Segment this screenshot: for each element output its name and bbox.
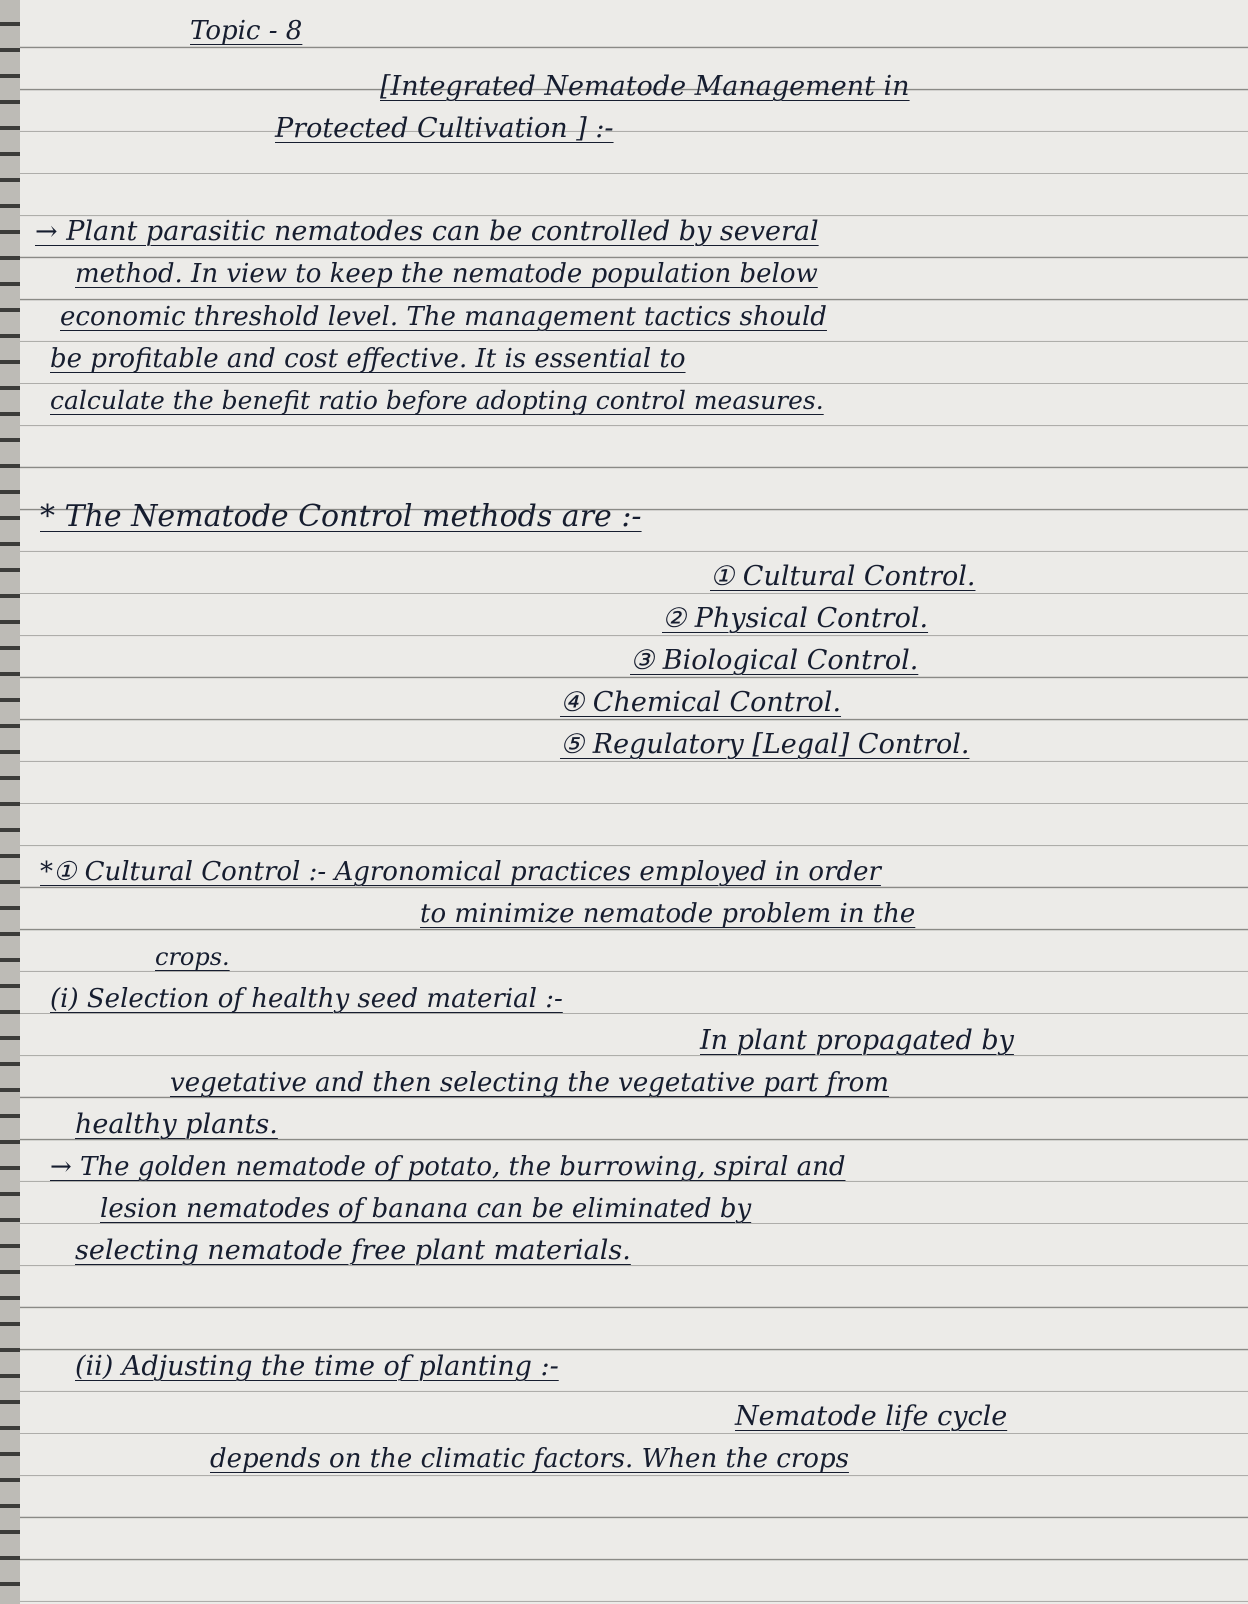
selection-line: vegetative and then selecting the vegetative part from: [170, 1068, 889, 1098]
title-line-2: Protected Cultivation ] :-: [275, 113, 614, 144]
intro-line: → Plant parasitic nematodes can be controlled by several: [35, 216, 819, 247]
intro-line: be profitable and cost effective. It is essential to: [50, 344, 686, 374]
golden-nematode-line: selecting nematode free plant materials.: [75, 1235, 631, 1266]
golden-nematode-line: → The golden nematode of potato, the burrowing, spiral and: [50, 1152, 846, 1182]
selection-heading: (i) Selection of healthy seed material :-: [50, 984, 563, 1014]
cultural-control-line: *① Cultural Control :- Agronomical practices employed in order: [40, 857, 881, 887]
methods-heading: * The Nematode Control methods are :-: [40, 499, 642, 534]
method-item: ④ Chemical Control.: [560, 687, 842, 718]
intro-line: economic threshold level. The management tactics should: [60, 302, 827, 332]
method-item: ② Physical Control.: [662, 603, 929, 634]
topic-label: Topic - 8: [190, 16, 303, 46]
timing-heading: (ii) Adjusting the time of planting :-: [75, 1351, 559, 1382]
timing-line: depends on the climatic factors. When the crops: [210, 1444, 849, 1474]
method-item: ③ Biological Control.: [630, 645, 919, 676]
selection-line: healthy plants.: [75, 1109, 278, 1140]
selection-line: In plant propagated by: [700, 1025, 1014, 1056]
title-line-1: [Integrated Nematode Management in: [380, 71, 910, 102]
method-item: ① Cultural Control.: [710, 561, 976, 592]
cultural-control-line: to minimize nematode problem in the: [420, 899, 916, 929]
timing-line: Nematode life cycle: [735, 1401, 1008, 1432]
cultural-control-line: crops.: [155, 943, 230, 971]
spiral-binding: [0, 0, 20, 1604]
golden-nematode-line: lesion nematodes of banana can be eliminated by: [100, 1194, 752, 1224]
method-item: ⑤ Regulatory [Legal] Control.: [560, 729, 970, 760]
intro-line: calculate the benefit ratio before adopting control measures.: [50, 386, 824, 415]
intro-line: method. In view to keep the nematode population below: [75, 259, 818, 289]
